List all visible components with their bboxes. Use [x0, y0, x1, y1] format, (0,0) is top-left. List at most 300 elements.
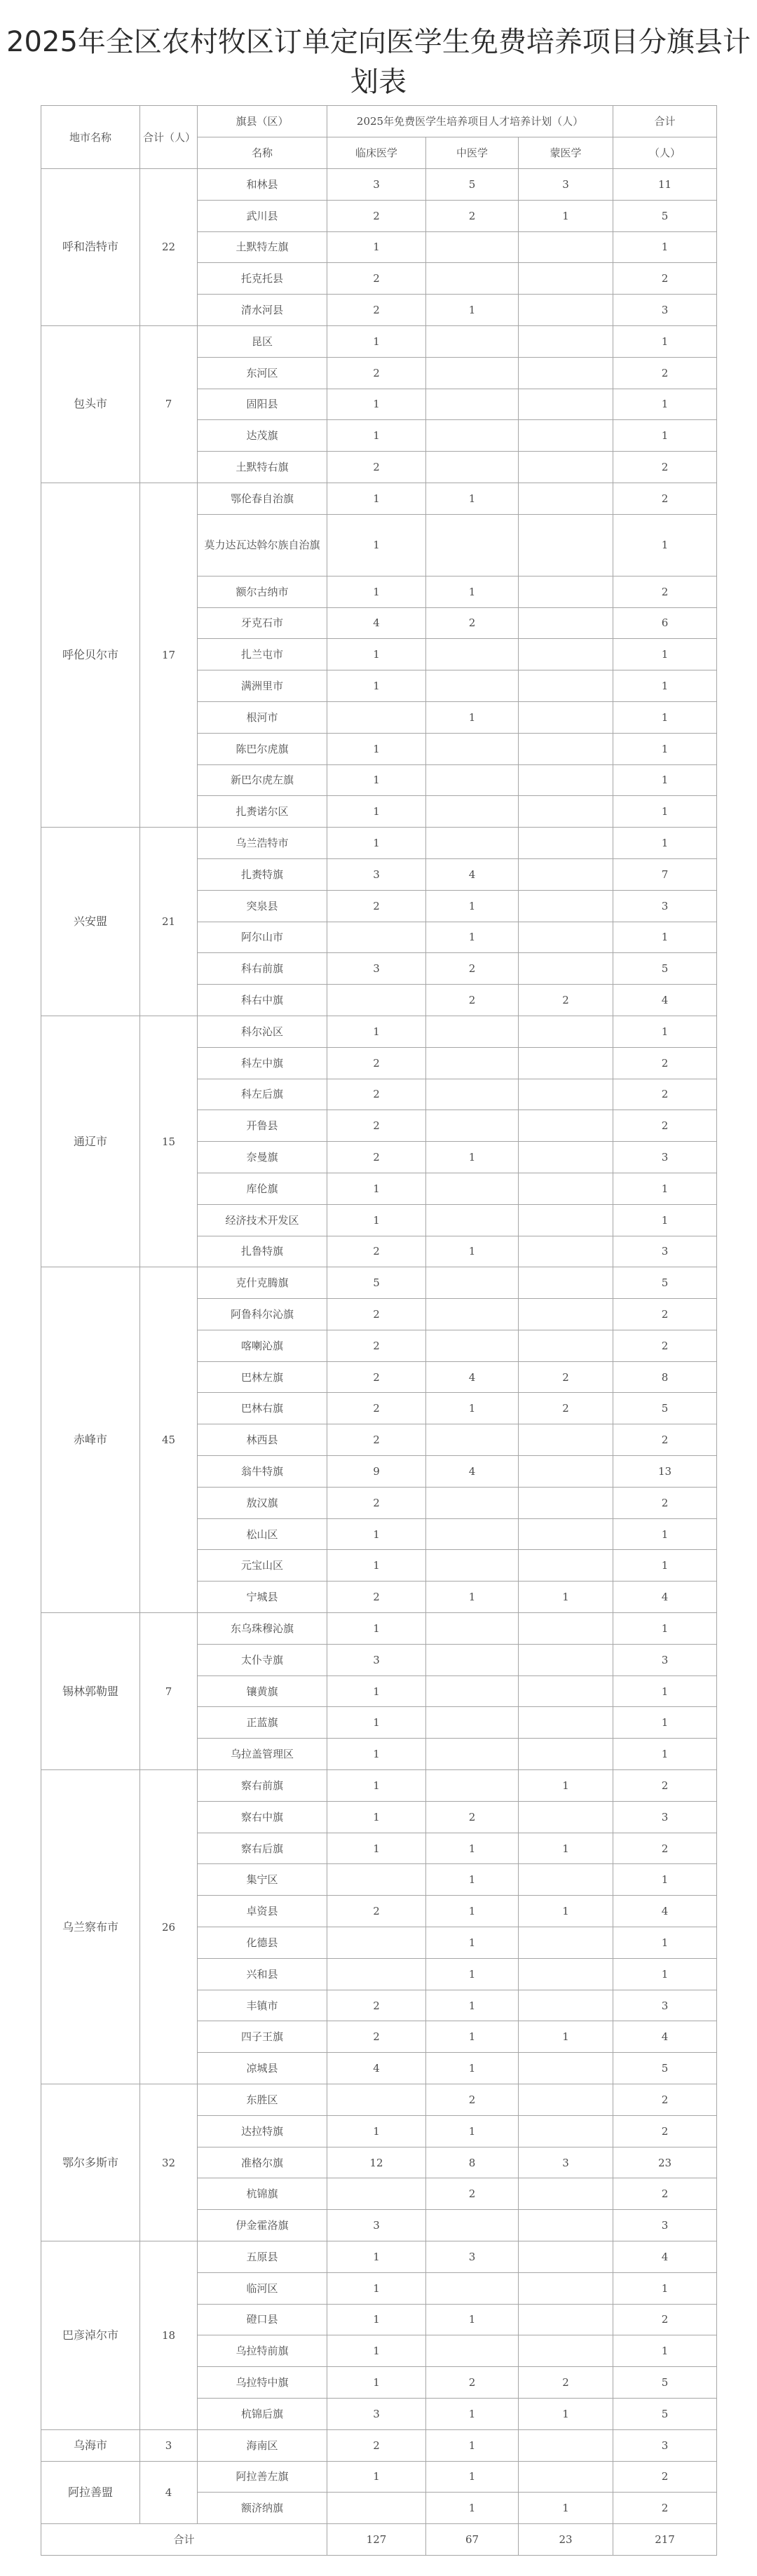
- mongolian-count: 1: [519, 1582, 613, 1613]
- county-total: 2: [613, 1424, 717, 1456]
- mongolian-count: 2: [519, 2367, 613, 2399]
- clinical-count: 1: [327, 1204, 426, 1236]
- county-total: 1: [613, 1518, 717, 1550]
- mongolian-count: [519, 2241, 613, 2273]
- city-total: 45: [140, 1267, 198, 1613]
- county-name: 东胜区: [198, 2084, 327, 2116]
- county-total: 1: [613, 701, 717, 733]
- city-total: 7: [140, 325, 198, 483]
- mongolian-count: [519, 1487, 613, 1518]
- county-total: 2: [613, 1110, 717, 1142]
- clinical-count: 1: [327, 2272, 426, 2304]
- mongolian-count: [519, 2178, 613, 2210]
- tcm-count: [426, 1330, 519, 1361]
- clinical-count: 4: [327, 607, 426, 639]
- tcm-count: 1: [426, 2021, 519, 2053]
- county-name: 杭锦旗: [198, 2178, 327, 2210]
- county-name: 达拉特旗: [198, 2115, 327, 2147]
- county-name: 阿拉善左旗: [198, 2461, 327, 2493]
- county-name: 扎兰屯市: [198, 639, 327, 670]
- tcm-count: [426, 670, 519, 702]
- county-name: 翁牛特旗: [198, 1456, 327, 1488]
- tcm-count: [426, 357, 519, 389]
- tcm-count: 4: [426, 858, 519, 890]
- county-name: 兴和县: [198, 1958, 327, 1990]
- table-row: [41, 169, 717, 201]
- county-name: 敖汉旗: [198, 1487, 327, 1518]
- clinical-count: 1: [327, 796, 426, 828]
- tcm-count: 1: [426, 1833, 519, 1864]
- county-total: 1: [613, 1204, 717, 1236]
- tcm-count: 1: [426, 1582, 519, 1613]
- county-total: 4: [613, 1896, 717, 1927]
- clinical-count: 1: [327, 670, 426, 702]
- mongolian-count: [519, 828, 613, 859]
- county-total: 4: [613, 1582, 717, 1613]
- tcm-count: 3: [426, 2241, 519, 2273]
- header-city: 地市名称: [41, 106, 140, 169]
- county-total: 2: [613, 1487, 717, 1518]
- header-row-total-1: 合计: [613, 106, 717, 137]
- county-name: 奈曼旗: [198, 1142, 327, 1173]
- clinical-count: 2: [327, 890, 426, 922]
- header-row-total-2: （人）: [613, 137, 717, 169]
- clinical-count: 4: [327, 2053, 426, 2084]
- tcm-count: 1: [426, 2461, 519, 2493]
- mongolian-count: [519, 483, 613, 514]
- clinical-count: 2: [327, 1142, 426, 1173]
- clinical-count: 1: [327, 1801, 426, 1833]
- tcm-count: 2: [426, 1801, 519, 1833]
- clinical-count: 1: [327, 1613, 426, 1645]
- county-name: 扎鲁特旗: [198, 1236, 327, 1267]
- county-total: 3: [613, 1801, 717, 1833]
- county-name: 土默特左旗: [198, 231, 327, 263]
- tcm-count: 1: [426, 1393, 519, 1424]
- county-total: 1: [613, 1707, 717, 1739]
- tcm-count: [426, 1518, 519, 1550]
- mongolian-count: [519, 796, 613, 828]
- county-name: 巴林左旗: [198, 1361, 327, 1393]
- tcm-count: [426, 1079, 519, 1110]
- county-name: 临河区: [198, 2272, 327, 2304]
- county-name: 磴口县: [198, 2304, 327, 2335]
- mongolian-count: [519, 514, 613, 576]
- clinical-count: 1: [327, 483, 426, 514]
- clinical-count: 1: [327, 1770, 426, 1802]
- mongolian-count: [519, 1267, 613, 1299]
- clinical-count: [327, 2493, 426, 2524]
- mongolian-count: [519, 2335, 613, 2367]
- clinical-count: 1: [327, 1707, 426, 1739]
- county-name: 化德县: [198, 1927, 327, 1959]
- county-total: 3: [613, 890, 717, 922]
- county-name: 清水河县: [198, 295, 327, 326]
- county-name: 达茂旗: [198, 420, 327, 452]
- tcm-count: [426, 1267, 519, 1299]
- county-total: 2: [613, 576, 717, 607]
- plan-table-body: [41, 106, 717, 2556]
- mongolian-count: 1: [519, 1896, 613, 1927]
- clinical-count: 1: [327, 2335, 426, 2367]
- county-total: 3: [613, 1236, 717, 1267]
- tcm-count: [426, 1110, 519, 1142]
- county-name: 武川县: [198, 200, 327, 231]
- mongolian-count: 2: [519, 1361, 613, 1393]
- county-total: 7: [613, 858, 717, 890]
- city-name: 锡林郭勒盟: [41, 1613, 140, 1770]
- tcm-count: [426, 1487, 519, 1518]
- tcm-count: 1: [426, 922, 519, 953]
- grand-total-tcm: 67: [426, 2524, 519, 2556]
- tcm-count: 2: [426, 607, 519, 639]
- mongolian-count: [519, 2272, 613, 2304]
- tcm-count: [426, 452, 519, 483]
- tcm-count: [426, 2335, 519, 2367]
- county-total: 2: [613, 357, 717, 389]
- county-name: 阿鲁科尔沁旗: [198, 1299, 327, 1330]
- clinical-count: 1: [327, 1518, 426, 1550]
- tcm-count: [426, 389, 519, 420]
- mongolian-count: 1: [519, 2493, 613, 2524]
- tcm-count: [426, 2272, 519, 2304]
- mongolian-count: [519, 1079, 613, 1110]
- county-name: 牙克石市: [198, 607, 327, 639]
- clinical-count: 2: [327, 263, 426, 295]
- city-total: 3: [140, 2429, 198, 2461]
- mongolian-count: [519, 1173, 613, 1204]
- tcm-count: 1: [426, 1236, 519, 1267]
- county-total: 1: [613, 796, 717, 828]
- table-row: [41, 1267, 717, 1299]
- mongolian-count: [519, 1016, 613, 1047]
- mongolian-count: [519, 357, 613, 389]
- tcm-count: 1: [426, 1864, 519, 1896]
- clinical-count: [327, 701, 426, 733]
- clinical-count: 3: [327, 858, 426, 890]
- clinical-count: 1: [327, 1173, 426, 1204]
- mongolian-count: [519, 2210, 613, 2241]
- county-name: 乌拉盖管理区: [198, 1739, 327, 1770]
- county-name: 卓资县: [198, 1896, 327, 1927]
- county-name: 经济技术开发区: [198, 1204, 327, 1236]
- county-total: 1: [613, 922, 717, 953]
- county-total: 1: [613, 639, 717, 670]
- county-total: 1: [613, 2335, 717, 2367]
- county-total: 4: [613, 2021, 717, 2053]
- tcm-count: 2: [426, 2367, 519, 2399]
- tcm-count: [426, 1613, 519, 1645]
- mongolian-count: [519, 1204, 613, 1236]
- clinical-count: 12: [327, 2147, 426, 2178]
- clinical-count: 1: [327, 2241, 426, 2273]
- county-total: 5: [613, 200, 717, 231]
- mongolian-count: 1: [519, 2398, 613, 2429]
- county-name: 扎赉特旗: [198, 858, 327, 890]
- city-total: 17: [140, 483, 198, 827]
- county-total: 2: [613, 1079, 717, 1110]
- tcm-count: [426, 796, 519, 828]
- tcm-count: 4: [426, 1456, 519, 1488]
- mongolian-count: [519, 1864, 613, 1896]
- mongolian-count: [519, 1675, 613, 1707]
- mongolian-count: [519, 1299, 613, 1330]
- county-total: 2: [613, 1833, 717, 1864]
- county-total: 2: [613, 483, 717, 514]
- tcm-count: [426, 1739, 519, 1770]
- clinical-count: 1: [327, 828, 426, 859]
- table-row: [41, 2084, 717, 2116]
- mongolian-count: 1: [519, 200, 613, 231]
- tcm-count: [426, 1204, 519, 1236]
- county-total: 2: [613, 263, 717, 295]
- county-total: 1: [613, 764, 717, 796]
- mongolian-count: [519, 1142, 613, 1173]
- county-name: 察右前旗: [198, 1770, 327, 1802]
- header-clinical: 临床医学: [327, 137, 426, 169]
- county-total: 1: [613, 1016, 717, 1047]
- tcm-count: 1: [426, 1990, 519, 2021]
- county-name: 海南区: [198, 2429, 327, 2461]
- tcm-count: 2: [426, 200, 519, 231]
- clinical-count: 2: [327, 2429, 426, 2461]
- header-row-1: [41, 106, 717, 137]
- clinical-count: 1: [327, 576, 426, 607]
- clinical-count: 2: [327, 1047, 426, 1079]
- mongolian-count: 1: [519, 1770, 613, 1802]
- mongolian-count: [519, 858, 613, 890]
- county-total: 2: [613, 2115, 717, 2147]
- table-row: [41, 483, 717, 514]
- tcm-count: [426, 733, 519, 764]
- county-name: 额尔古纳市: [198, 576, 327, 607]
- mongolian-count: [519, 2429, 613, 2461]
- county-name: 土默特右旗: [198, 452, 327, 483]
- clinical-count: [327, 985, 426, 1016]
- tcm-count: [426, 1173, 519, 1204]
- county-total: 1: [613, 1173, 717, 1204]
- county-total: 1: [613, 828, 717, 859]
- clinical-count: 3: [327, 169, 426, 201]
- clinical-count: 2: [327, 1330, 426, 1361]
- tcm-count: 1: [426, 2115, 519, 2147]
- tcm-count: 1: [426, 2053, 519, 2084]
- table-row: [41, 1613, 717, 1645]
- county-total: 3: [613, 1644, 717, 1675]
- county-name: 阿尔山市: [198, 922, 327, 953]
- plan-table: [41, 105, 717, 2556]
- clinical-count: 1: [327, 389, 426, 420]
- mongolian-count: [519, 2084, 613, 2116]
- county-name: 凉城县: [198, 2053, 327, 2084]
- clinical-count: 2: [327, 1299, 426, 1330]
- mongolian-count: [519, 1739, 613, 1770]
- city-name: 赤峰市: [41, 1267, 140, 1613]
- tcm-count: [426, 1047, 519, 1079]
- header-mongolian: 蒙医学: [519, 137, 613, 169]
- county-total: 1: [613, 420, 717, 452]
- tcm-count: 2: [426, 953, 519, 985]
- mongolian-count: [519, 1801, 613, 1833]
- clinical-count: 2: [327, 1361, 426, 1393]
- tcm-count: [426, 1550, 519, 1582]
- mongolian-count: [519, 2461, 613, 2493]
- county-total: 1: [613, 1958, 717, 1990]
- county-name: 杭锦后旗: [198, 2398, 327, 2429]
- county-name: 准格尔旗: [198, 2147, 327, 2178]
- tcm-count: 2: [426, 2084, 519, 2116]
- clinical-count: 1: [327, 1833, 426, 1864]
- mongolian-count: [519, 576, 613, 607]
- clinical-count: 2: [327, 1990, 426, 2021]
- county-total: 2: [613, 2461, 717, 2493]
- county-name: 托克托县: [198, 263, 327, 295]
- city-name: 乌兰察布市: [41, 1770, 140, 2084]
- mongolian-count: 1: [519, 2021, 613, 2053]
- city-total: 15: [140, 1016, 198, 1267]
- county-total: 1: [613, 1739, 717, 1770]
- mongolian-count: [519, 1644, 613, 1675]
- county-total: 11: [613, 169, 717, 201]
- clinical-count: 2: [327, 1424, 426, 1456]
- mongolian-count: [519, 452, 613, 483]
- clinical-count: 1: [327, 420, 426, 452]
- tcm-count: [426, 764, 519, 796]
- clinical-count: 3: [327, 2210, 426, 2241]
- mongolian-count: [519, 1110, 613, 1142]
- county-total: 5: [613, 2398, 717, 2429]
- clinical-count: [327, 1958, 426, 1990]
- header-plan-group: 2025年免费医学生培养项目人才培养计划（人）: [327, 106, 613, 137]
- clinical-count: [327, 2084, 426, 2116]
- county-name: 太仆寺旗: [198, 1644, 327, 1675]
- table-row: [41, 325, 717, 357]
- clinical-count: 1: [327, 639, 426, 670]
- county-name: 和林县: [198, 169, 327, 201]
- mongolian-count: [519, 389, 613, 420]
- tcm-count: 1: [426, 701, 519, 733]
- grand-total-row: [41, 2524, 717, 2556]
- clinical-count: 2: [327, 1236, 426, 1267]
- county-total: 1: [613, 1864, 717, 1896]
- county-total: 2: [613, 2084, 717, 2116]
- header-city-total: 合计（人）: [140, 106, 198, 169]
- county-name: 镶黄旗: [198, 1675, 327, 1707]
- city-name: 呼和浩特市: [41, 169, 140, 326]
- city-name: 通辽市: [41, 1016, 140, 1267]
- city-name: 包头市: [41, 325, 140, 483]
- county-total: 3: [613, 295, 717, 326]
- clinical-count: 2: [327, 295, 426, 326]
- county-name: 林西县: [198, 1424, 327, 1456]
- mongolian-count: 2: [519, 1393, 613, 1424]
- county-name: 宁城县: [198, 1582, 327, 1613]
- grand-total-label: 合计: [41, 2524, 327, 2556]
- table-row: [41, 1016, 717, 1047]
- mongolian-count: [519, 1927, 613, 1959]
- tcm-count: 1: [426, 1927, 519, 1959]
- city-total: 26: [140, 1770, 198, 2084]
- mongolian-count: [519, 325, 613, 357]
- tcm-count: [426, 639, 519, 670]
- city-name: 呼伦贝尔市: [41, 483, 140, 827]
- mongolian-count: 3: [519, 169, 613, 201]
- mongolian-count: [519, 1236, 613, 1267]
- county-total: 2: [613, 2304, 717, 2335]
- clinical-count: [327, 1864, 426, 1896]
- tcm-count: 2: [426, 985, 519, 1016]
- tcm-count: [426, 1299, 519, 1330]
- county-name: 科右中旗: [198, 985, 327, 1016]
- tcm-count: 4: [426, 1361, 519, 1393]
- tcm-count: [426, 420, 519, 452]
- county-total: 1: [613, 325, 717, 357]
- clinical-count: 1: [327, 2115, 426, 2147]
- county-total: 3: [613, 1990, 717, 2021]
- tcm-count: [426, 828, 519, 859]
- tcm-count: 1: [426, 2493, 519, 2524]
- tcm-count: [426, 1424, 519, 1456]
- mongolian-count: [519, 670, 613, 702]
- table-row: [41, 828, 717, 859]
- county-name: 东河区: [198, 357, 327, 389]
- county-name: 克什克腾旗: [198, 1267, 327, 1299]
- mongolian-count: [519, 922, 613, 953]
- mongolian-count: 3: [519, 2147, 613, 2178]
- tcm-count: 1: [426, 2304, 519, 2335]
- clinical-count: 3: [327, 953, 426, 985]
- tcm-count: [426, 2210, 519, 2241]
- county-name: 科尔沁区: [198, 1016, 327, 1047]
- county-total: 2: [613, 1299, 717, 1330]
- county-total: 23: [613, 2147, 717, 2178]
- clinical-count: 2: [327, 1582, 426, 1613]
- county-total: 1: [613, 2272, 717, 2304]
- mongolian-count: [519, 1990, 613, 2021]
- county-name: 巴林右旗: [198, 1393, 327, 1424]
- county-total: 13: [613, 1456, 717, 1488]
- clinical-count: 2: [327, 1079, 426, 1110]
- county-name: 根河市: [198, 701, 327, 733]
- county-name: 扎赉诺尔区: [198, 796, 327, 828]
- tcm-count: 1: [426, 1958, 519, 1990]
- tcm-count: 5: [426, 169, 519, 201]
- clinical-count: 1: [327, 2461, 426, 2493]
- mongolian-count: [519, 2115, 613, 2147]
- table-row: [41, 2241, 717, 2273]
- clinical-count: 9: [327, 1456, 426, 1488]
- county-name: 察右后旗: [198, 1833, 327, 1864]
- county-total: 3: [613, 2210, 717, 2241]
- clinical-count: 1: [327, 1550, 426, 1582]
- clinical-count: [327, 1927, 426, 1959]
- clinical-count: [327, 922, 426, 953]
- mongolian-count: [519, 1707, 613, 1739]
- table-row: [41, 1770, 717, 1802]
- county-name: 松山区: [198, 1518, 327, 1550]
- county-name: 新巴尔虎左旗: [198, 764, 327, 796]
- tcm-count: [426, 231, 519, 263]
- county-total: 4: [613, 985, 717, 1016]
- clinical-count: 1: [327, 2367, 426, 2399]
- county-total: 6: [613, 607, 717, 639]
- clinical-count: 2: [327, 1487, 426, 1518]
- mongolian-count: [519, 1518, 613, 1550]
- mongolian-count: [519, 1330, 613, 1361]
- mongolian-count: [519, 639, 613, 670]
- city-total: 4: [140, 2461, 198, 2524]
- mongolian-count: [519, 1424, 613, 1456]
